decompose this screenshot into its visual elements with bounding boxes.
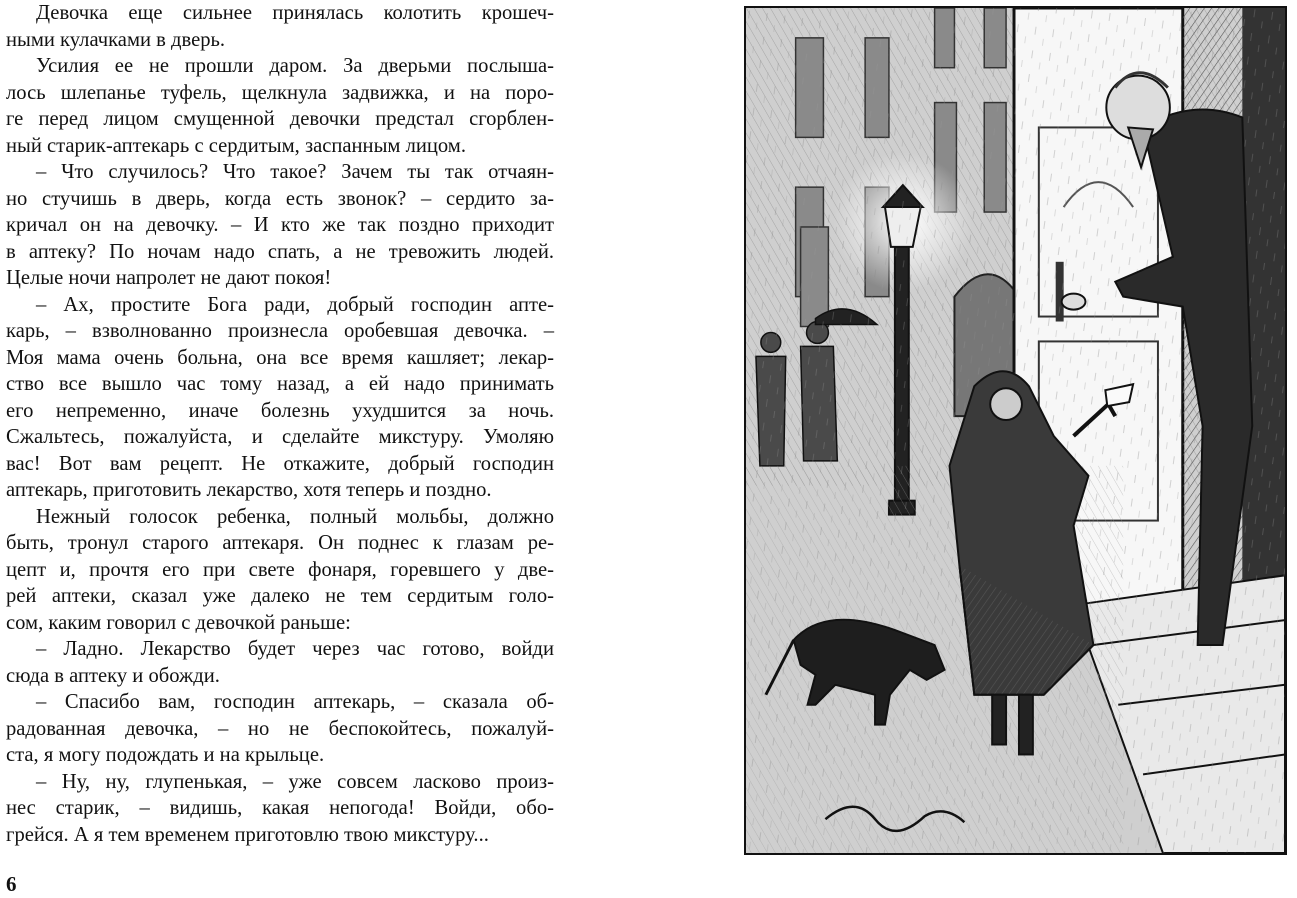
paragraph [6, 0, 554, 53]
text-line: нес старик, – видишь, какая непогода! Войди, обо- [6, 797, 554, 819]
text-line: в аптеку? По ночам надо спать, а не тревожить людей. [6, 240, 554, 263]
text-line: – Ладно. Лекарство будет через час готово, войди [36, 638, 554, 660]
text-line: ге перед лицом смущенной девочки предстал сгорблен- [6, 108, 554, 130]
text-line: Целые ночи напролет не дают покоя! [6, 267, 332, 289]
paragraph [6, 159, 554, 292]
text-line: – Ах, простите Бога ради, добрый господин апте- [36, 293, 554, 316]
text-line: ста, я могу подождать и на крыльце. [6, 744, 325, 766]
text-line: лось шлепанье туфель, щелкнула задвижка, и на поро- [6, 81, 554, 104]
text-line: грейся. А я тем временем приготовлю твою микстуру... [6, 823, 489, 846]
text-line: радованная девочка, – но не беспокойтесь, пожалуй- [6, 717, 554, 740]
text-line: быть, тронул старого аптекаря. Он поднес к глазам ре- [6, 532, 554, 554]
text-line: карь, – взволнованно произнесла оробевшая девочка. – [6, 320, 554, 342]
text-line: сом, каким говорил с девочкой раньше: [6, 611, 351, 634]
paragraph [6, 636, 554, 689]
engraving-illustration [744, 6, 1287, 855]
text-line: рей аптеки, сказал уже далеко не тем сердитым голо- [6, 585, 554, 607]
paragraph [6, 292, 554, 504]
text-line: сюда в аптеку и обожди. [6, 664, 220, 687]
text-line: кричал он на девочку. – И кто же так поздно приходит [6, 214, 554, 236]
text-line: – Ну, ну, глупенькая, – уже совсем ласково произ- [36, 770, 554, 793]
text-line: ство все вышло час тому назад, а ей надо принимать [6, 373, 554, 395]
text-line: цепт и, прочтя его при свете фонаря, горевшего у две- [6, 558, 554, 581]
text-line: ными кулачками в дверь. [6, 28, 226, 51]
text-line: Девочка еще сильнее принялась колотить крошеч- [36, 2, 554, 24]
text-line: аптекарь, приготовить лекарство, хотя теперь и поздно. [6, 479, 492, 501]
text-line: Усилия ее не прошли даром. За дверьми послыша- [36, 55, 554, 77]
page-number: 6 [6, 872, 17, 896]
paragraph [6, 689, 554, 769]
text-line: его непременно, иначе болезнь ухудшится за ночь. [6, 399, 554, 422]
text-line: но стучишь в дверь, когда есть звонок? – сердито за- [6, 187, 554, 210]
text-line: ный старик-аптекарь с сердитым, заспанным лицом. [6, 134, 466, 157]
text-line: Сжальтесь, пожалуйста, и сделайте микстуру. Умоляю [6, 426, 554, 448]
text-line: Моя мама очень больна, она все время кашляет; лекар- [6, 346, 554, 369]
paragraph [6, 53, 554, 159]
text-line: – Что случилось? Что такое? Зачем ты так отчаян- [36, 161, 554, 183]
text-line: – Спасибо вам, господин аптекарь, – сказала об- [36, 691, 554, 713]
text-line: Нежный голосок ребенка, полный мольбы, должно [36, 505, 554, 528]
text-column [6, 0, 554, 848]
text-line: вас! Вот вам рецепт. Не откажите, добрый господин [6, 452, 554, 475]
paragraph [6, 769, 554, 849]
paragraph [6, 504, 554, 637]
